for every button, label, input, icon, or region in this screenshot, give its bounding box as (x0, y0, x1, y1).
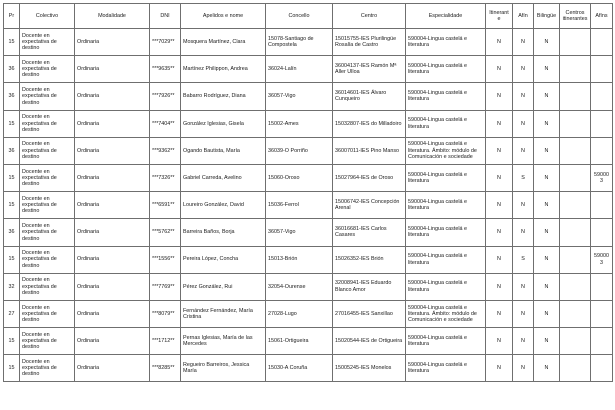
cell-colectivo: Docente en expectativa de destino (20, 137, 75, 164)
cell-itinerante: N (486, 29, 513, 56)
cell-afin: N (513, 29, 534, 56)
cell-concello: 36024-Lalín (266, 56, 333, 83)
cell-afin: N (513, 219, 534, 246)
cell-concello: 15036-Ferrol (266, 192, 333, 219)
cell-apelidos-nome: Martínez Philippon, Andrea (181, 56, 266, 83)
header-concello: Concello (266, 4, 333, 29)
cell-centros-itinerantes (560, 246, 591, 273)
cell-apelidos-nome: Regueiro Barreiros, Jessica María (181, 355, 266, 382)
cell-centro: 36004137-IES Ramón Mª Aller Ulloa (333, 56, 406, 83)
table-row (4, 300, 613, 327)
cell-concello: 36057-Vigo (266, 219, 333, 246)
cell-itinerante: N (486, 192, 513, 219)
cell-afin: S (513, 246, 534, 273)
cell-especialidade: 590004-Lingua castelá e literatura (406, 83, 486, 110)
cell-concello: 15060-Oroso (266, 164, 333, 191)
cell-afin: N (513, 56, 534, 83)
assignments-table (3, 3, 613, 382)
cell-especialidade: 590004-Lingua castelá e literatura (406, 328, 486, 355)
header-afins: Afíns (591, 4, 613, 29)
cell-itinerante: N (486, 83, 513, 110)
cell-modalidade: Ordinaria (75, 355, 150, 382)
cell-afins: 590003 (591, 246, 613, 273)
cell-centros-itinerantes (560, 137, 591, 164)
cell-centros-itinerantes (560, 300, 591, 327)
cell-bilingue: N (534, 273, 560, 300)
cell-itinerante: N (486, 355, 513, 382)
cell-dni: ***7404** (150, 110, 181, 137)
cell-centros-itinerantes (560, 29, 591, 56)
cell-colectivo: Docente en expectativa de destino (20, 83, 75, 110)
cell-centro: 15027964-IES de Oroso (333, 164, 406, 191)
cell-centros-itinerantes (560, 56, 591, 83)
cell-bilingue: N (534, 328, 560, 355)
cell-colectivo: Docente en expectativa de destino (20, 246, 75, 273)
cell-centro: 15005245-IES Monelos (333, 355, 406, 382)
header-centros-itinerantes-line1: Centros (565, 9, 585, 16)
cell-colectivo: Docente en expectativa de destino (20, 219, 75, 246)
cell-colectivo: Docente en expectativa de destino (20, 328, 75, 355)
cell-pr: 15 (4, 110, 20, 137)
cell-itinerante: N (486, 219, 513, 246)
cell-itinerante: N (486, 164, 513, 191)
cell-pr: 36 (4, 137, 20, 164)
cell-itinerante: N (486, 328, 513, 355)
cell-centros-itinerantes (560, 83, 591, 110)
cell-concello: 15078-Santiago de Compostela (266, 29, 333, 56)
cell-centros-itinerantes (560, 192, 591, 219)
cell-apelidos-nome: Loureiro González, David (181, 192, 266, 219)
header-modalidade: Modalidade (75, 4, 150, 29)
header-apelidos-nome: Apelidos e nome (181, 4, 266, 29)
cell-afins (591, 355, 613, 382)
cell-itinerante: N (486, 137, 513, 164)
header-centro: Centro (333, 4, 406, 29)
cell-dni: ***1556** (150, 246, 181, 273)
cell-centro: 15015755-IES Plurilingüe Rosalía de Castro (333, 29, 406, 56)
cell-afin: N (513, 355, 534, 382)
header-centros-itinerantes-line2: itinerantes (562, 16, 588, 22)
table-row (4, 83, 613, 110)
cell-colectivo: Docente en expectativa de destino (20, 29, 75, 56)
cell-apelidos-nome: Barreira Baños, Borja (181, 219, 266, 246)
cell-bilingue: N (534, 29, 560, 56)
cell-afin: N (513, 300, 534, 327)
cell-colectivo: Docente en expectativa de destino (20, 164, 75, 191)
cell-colectivo: Docente en expectativa de destino (20, 273, 75, 300)
cell-itinerante: N (486, 56, 513, 83)
cell-pr: 36 (4, 219, 20, 246)
cell-pr: 15 (4, 328, 20, 355)
cell-dni: ***7326** (150, 164, 181, 191)
cell-modalidade: Ordinaria (75, 83, 150, 110)
cell-afin: S (513, 164, 534, 191)
cell-concello: 27028-Lugo (266, 300, 333, 327)
cell-modalidade: Ordinaria (75, 273, 150, 300)
cell-centro: 15006742-IES Concepción Arenal (333, 192, 406, 219)
cell-apelidos-nome: Gabriel Carreda, Avelino (181, 164, 266, 191)
cell-dni: ***7029** (150, 29, 181, 56)
cell-especialidade: 590004-Lingua castelá e literatura. Ámbito: módulo de Comunicación e sociedade (406, 137, 486, 164)
cell-afins (591, 83, 613, 110)
cell-itinerante: N (486, 110, 513, 137)
cell-apelidos-nome: Fernández Fernández, María Cristina (181, 300, 266, 327)
cell-centro: 15020544-IES de Ortigueira (333, 328, 406, 355)
cell-bilingue: N (534, 83, 560, 110)
cell-dni: ***5762** (150, 219, 181, 246)
cell-apelidos-nome: Babarro Rodríguez, Diana (181, 83, 266, 110)
cell-bilingue: N (534, 246, 560, 273)
cell-concello: 36039-O Porriño (266, 137, 333, 164)
cell-pr: 36 (4, 83, 20, 110)
cell-concello: 15061-Ortigueira (266, 328, 333, 355)
cell-dni: ***1712** (150, 328, 181, 355)
cell-especialidade: 590004-Lingua castelá e literatura (406, 29, 486, 56)
cell-centros-itinerantes (560, 273, 591, 300)
cell-centros-itinerantes (560, 110, 591, 137)
cell-modalidade: Ordinaria (75, 328, 150, 355)
cell-colectivo: Docente en expectativa de destino (20, 110, 75, 137)
cell-dni: ***6591** (150, 192, 181, 219)
cell-bilingue: N (534, 355, 560, 382)
cell-afins (591, 29, 613, 56)
cell-dni: ***8079** (150, 300, 181, 327)
cell-modalidade: Ordinaria (75, 300, 150, 327)
cell-pr: 15 (4, 192, 20, 219)
cell-centros-itinerantes (560, 164, 591, 191)
cell-concello: 32054-Ourense (266, 273, 333, 300)
cell-afins (591, 110, 613, 137)
table-row (4, 219, 613, 246)
cell-modalidade: Ordinaria (75, 29, 150, 56)
cell-centro: 36007011-IES Pino Manso (333, 137, 406, 164)
cell-especialidade: 590004-Lingua castelá e literatura (406, 355, 486, 382)
cell-pr: 27 (4, 300, 20, 327)
cell-modalidade: Ordinaria (75, 164, 150, 191)
header-especialidade: Especialidade (406, 4, 486, 29)
cell-apelidos-nome: Pereira López, Concha (181, 246, 266, 273)
cell-centro: 15032807-IES do Milladoiro (333, 110, 406, 137)
cell-bilingue: N (534, 56, 560, 83)
table-header-row (4, 4, 613, 29)
cell-afin: N (513, 110, 534, 137)
cell-modalidade: Ordinaria (75, 219, 150, 246)
cell-modalidade: Ordinaria (75, 110, 150, 137)
cell-centro: 36016681-IES Carlos Casares (333, 219, 406, 246)
cell-afins (591, 56, 613, 83)
table-row (4, 164, 613, 191)
header-bilingue: Bilingüe (534, 4, 560, 29)
cell-pr: 32 (4, 273, 20, 300)
cell-colectivo: Docente en expectativa de destino (20, 355, 75, 382)
table-row (4, 110, 613, 137)
table-row (4, 192, 613, 219)
cell-afins (591, 300, 613, 327)
cell-especialidade: 590004-Lingua castelá e literatura (406, 219, 486, 246)
header-colectivo: Colectivo (20, 4, 75, 29)
cell-itinerante: N (486, 273, 513, 300)
cell-pr: 15 (4, 29, 20, 56)
cell-especialidade: 590004-Lingua castelá e literatura (406, 246, 486, 273)
cell-concello: 36057-Vigo (266, 83, 333, 110)
cell-afins (591, 328, 613, 355)
cell-apelidos-nome: Pérez González, Rui (181, 273, 266, 300)
cell-bilingue: N (534, 300, 560, 327)
cell-colectivo: Docente en expectativa de destino (20, 56, 75, 83)
document-page (3, 3, 612, 382)
cell-especialidade: 590004-Lingua castelá e literatura. Ámbito: módulo de Comunicación e sociedade (406, 300, 486, 327)
cell-especialidade: 590004-Lingua castelá e literatura (406, 110, 486, 137)
cell-colectivo: Docente en expectativa de destino (20, 192, 75, 219)
cell-dni: ***7769** (150, 273, 181, 300)
cell-afin: N (513, 273, 534, 300)
header-pr: Pr (4, 4, 20, 29)
cell-modalidade: Ordinaria (75, 137, 150, 164)
cell-especialidade: 590004-Lingua castelá e literatura (406, 192, 486, 219)
cell-centros-itinerantes (560, 355, 591, 382)
cell-modalidade: Ordinaria (75, 246, 150, 273)
table-body (4, 29, 613, 382)
cell-itinerante: N (486, 246, 513, 273)
header-centros-itinerantes (560, 4, 591, 29)
header-dni: DNI (150, 4, 181, 29)
table-row (4, 56, 613, 83)
cell-afins (591, 192, 613, 219)
cell-pr: 15 (4, 246, 20, 273)
cell-centro: 15026352-IES Brión (333, 246, 406, 273)
cell-apelidos-nome: Ogando Bautista, María (181, 137, 266, 164)
cell-especialidade: 590004-Lingua castelá e literatura (406, 273, 486, 300)
cell-afin: N (513, 192, 534, 219)
cell-bilingue: N (534, 219, 560, 246)
table-row (4, 328, 613, 355)
cell-apelidos-nome: González Iglesias, Gisela (181, 110, 266, 137)
cell-centros-itinerantes (560, 328, 591, 355)
cell-afin: N (513, 328, 534, 355)
cell-dni: ***9635** (150, 56, 181, 83)
header-afin: Afín (513, 4, 534, 29)
cell-dni: ***9362** (150, 137, 181, 164)
header-itinerante: Itinerante (486, 4, 513, 29)
cell-colectivo: Docente en expectativa de destino (20, 300, 75, 327)
cell-especialidade: 590004-Lingua castelá e literatura (406, 164, 486, 191)
cell-dni: ***7926** (150, 83, 181, 110)
cell-apelidos-nome: Mosquera Martínez, Clara (181, 29, 266, 56)
table-row (4, 137, 613, 164)
cell-apelidos-nome: Pernas Iglesias, María de las Mercedes (181, 328, 266, 355)
cell-bilingue: N (534, 164, 560, 191)
cell-pr: 36 (4, 56, 20, 83)
cell-afins (591, 273, 613, 300)
cell-concello: 15030-A Coruña (266, 355, 333, 382)
cell-itinerante: N (486, 300, 513, 327)
cell-afin: N (513, 137, 534, 164)
table-row (4, 273, 613, 300)
cell-afins: 590003 (591, 164, 613, 191)
cell-pr: 15 (4, 355, 20, 382)
cell-especialidade: 590004-Lingua castelá e literatura (406, 56, 486, 83)
cell-concello: 15013-Brión (266, 246, 333, 273)
cell-centros-itinerantes (560, 219, 591, 246)
cell-pr: 15 (4, 164, 20, 191)
table-row (4, 355, 613, 382)
table-row (4, 29, 613, 56)
table-row (4, 246, 613, 273)
cell-centro: 27016455-IES Sanxillao (333, 300, 406, 327)
cell-centro: 32008941-IES Eduardo Blanco Amor (333, 273, 406, 300)
cell-bilingue: N (534, 192, 560, 219)
cell-concello: 15002-Ames (266, 110, 333, 137)
cell-bilingue: N (534, 137, 560, 164)
cell-modalidade: Ordinaria (75, 56, 150, 83)
cell-bilingue: N (534, 110, 560, 137)
cell-dni: ***8285** (150, 355, 181, 382)
cell-modalidade: Ordinaria (75, 192, 150, 219)
cell-afin: N (513, 83, 534, 110)
cell-centro: 36014601-IES Álvaro Cunqueiro (333, 83, 406, 110)
cell-afins (591, 219, 613, 246)
cell-afins (591, 137, 613, 164)
